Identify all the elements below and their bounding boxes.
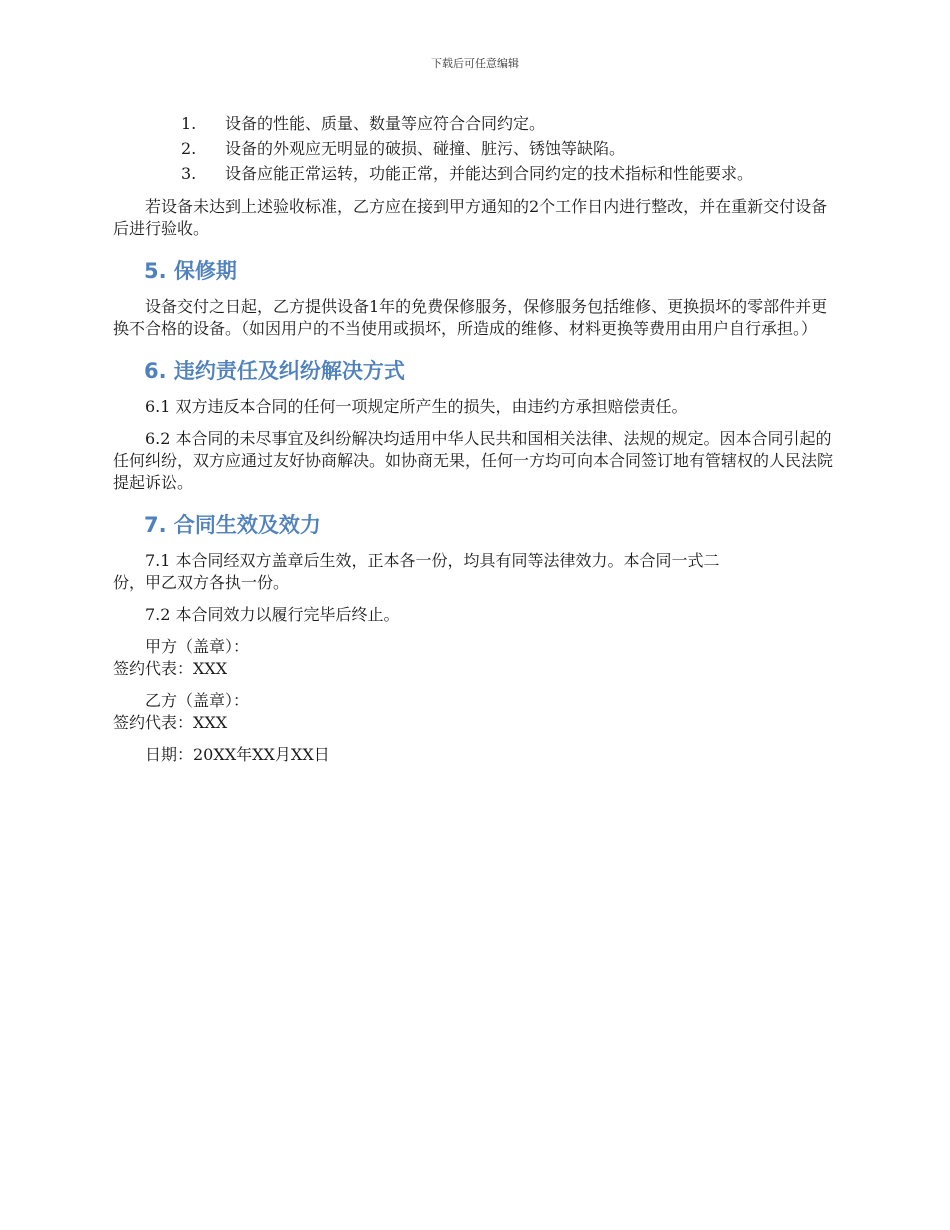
section-heading-liability: 6. 违约责任及纠纷解决方式 <box>144 359 405 383</box>
signing-date: 日期：20XX年XX月XX日 <box>145 745 330 764</box>
party-a-label: 甲方（盖章）： <box>145 637 250 656</box>
party-b-signature-block <box>113 690 843 734</box>
party-a-signature-block <box>113 636 843 680</box>
warranty-paragraph: 设备交付之日起，乙方提供设备1年的免费保修服务，保修服务包括维修、更换损坏的零部件并更换不合格的设备。（如因用户的不当使用或损坏，所造成的维修、材料更换等费用由用户自行承担。） <box>113 297 828 338</box>
acceptance-paragraph: 若设备未达到上述验收标准，乙方应在接到甲方通知的2个工作日内进行整改，并在重新交付设备后进行验收。 <box>113 197 828 238</box>
section-heading-warranty: 5. 保修期 <box>144 259 237 283</box>
clause-7-1 <box>113 550 843 594</box>
page-header: 下载后可任意编辑 <box>431 57 519 70</box>
list-item-text: 设备的外观应无明显的破损、碰撞、脏污、锈蚀等缺陷。 <box>225 139 626 158</box>
party-b-label: 乙方（盖章）： <box>145 691 250 710</box>
section-heading-effectiveness: 7. 合同生效及效力 <box>144 513 321 537</box>
clause-7-1-line-1: 7.1 本合同经双方盖章后生效，正本各一份，均具有同等法律效力。本合同一式二 <box>145 551 720 570</box>
list-item-number: 1. <box>181 114 197 133</box>
list-item-text: 设备应能正常运转，功能正常，并能达到合同约定的技术指标和性能要求。 <box>225 164 754 183</box>
clause-6-2: 6.2 本合同的未尽事宜及纠纷解决均适用中华人民共和国相关法律、法规的规定。因本合同引起的任何纠纷，双方应通过友好协商解决。如协商无果，任何一方均可向本合同签订地有管辖权的人民法院提起诉讼。 <box>113 429 834 492</box>
clause-6-1: 6.1 双方违反本合同的任何一项规定所产生的损失，由违约方承担赔偿责任。 <box>145 397 688 416</box>
clause-7-1-line-2: 份，甲乙双方各执一份。 <box>113 573 290 592</box>
document-body <box>113 111 843 766</box>
clause-7-2: 7.2 本合同效力以履行完毕后终止。 <box>145 605 400 624</box>
party-a-representative: 签约代表：XXX <box>113 659 228 678</box>
party-b-representative: 签约代表：XXX <box>113 713 228 732</box>
list-item-text: 设备的性能、质量、数量等应符合合同约定。 <box>225 114 546 133</box>
list-item-number: 2. <box>181 139 197 158</box>
list-item-number: 3. <box>181 164 197 183</box>
list-item <box>113 161 843 186</box>
list-item <box>113 111 843 136</box>
list-item <box>113 136 843 161</box>
acceptance-criteria-list <box>113 111 843 186</box>
